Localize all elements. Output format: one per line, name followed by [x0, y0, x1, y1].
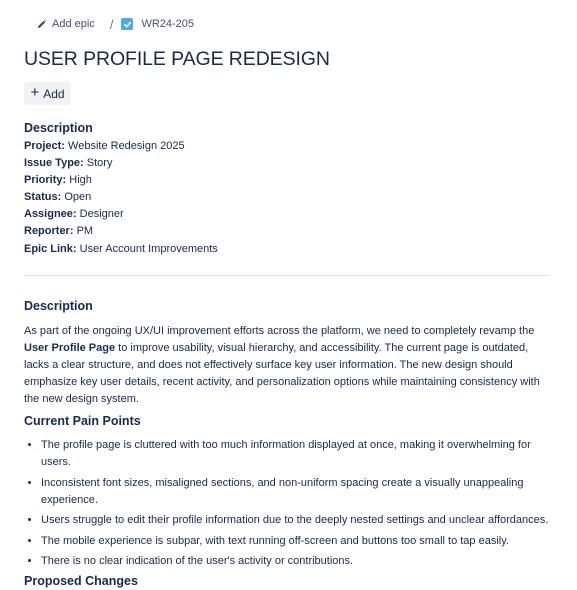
- breadcrumb: [36, 15, 194, 33]
- field-label: Status:: [24, 191, 62, 203]
- field-value: Website Redesign 2025: [68, 140, 185, 152]
- list-item: • Inconsistent font sizes, misaligned sections, and non-uniform spacing create a visually unappealing experience.: [41, 475, 551, 509]
- description-heading: Description: [24, 299, 93, 313]
- add-button[interactable]: [24, 82, 71, 105]
- pencil-icon: [36, 19, 47, 30]
- description-text-start: As part of the ongoing UX/UI improvement efforts across the platform, we need to completely revamp the: [24, 325, 535, 337]
- field-value: High: [69, 174, 92, 186]
- field-label: Priority:: [24, 174, 67, 186]
- pain-points-list: [24, 437, 551, 574]
- add-epic-label: Add epic: [52, 18, 95, 30]
- field-epic-link: [24, 243, 218, 255]
- field-value: Open: [64, 191, 92, 203]
- field-value: Story: [86, 157, 113, 169]
- checkbox-story-icon: [121, 18, 133, 30]
- plus-icon: +: [30, 84, 40, 101]
- description-bold-text: User Profile Page: [24, 342, 116, 354]
- proposed-changes-heading: Proposed Changes: [24, 574, 138, 588]
- breadcrumb-separator: /: [109, 16, 114, 32]
- issue-title[interactable]: USER PROFILE PAGE REDESIGN: [24, 48, 330, 70]
- field-label: Project:: [24, 140, 65, 152]
- description-text-end: to improve usability, visual hierarchy, and accessibility. The current page is outdated, lacks a clear structure, and does not effectively surface key user information. The new design should emphasize key user details, recent activity, and personalization options while maintaining consistency with the new design system.: [24, 342, 540, 405]
- field-status: [24, 191, 91, 203]
- field-project: [24, 140, 185, 152]
- add-button-label: Add: [43, 86, 65, 101]
- field-value: Designer: [79, 208, 124, 220]
- issue-key-link[interactable]: [121, 18, 194, 30]
- field-value: User Account Improvements: [79, 243, 218, 255]
- field-label: Assignee:: [24, 208, 77, 220]
- list-item: • Users struggle to edit their profile information due to the deeply nested settings and unclear affordances.: [41, 512, 551, 529]
- field-label: Issue Type:: [24, 157, 84, 169]
- field-reporter: [24, 225, 93, 237]
- section-divider: [24, 275, 548, 276]
- field-issue-type: [24, 157, 112, 169]
- field-assignee: [24, 208, 124, 220]
- list-item: • There is no clear indication of the user's activity or contributions.: [41, 553, 551, 570]
- list-item: • The mobile experience is subpar, with text running off-screen and buttons too small to tap easily.: [41, 533, 551, 550]
- list-item: • The profile page is cluttered with too much information displayed at once, making it overwhelming for users.: [41, 437, 551, 471]
- field-label: Epic Link:: [24, 243, 77, 255]
- field-value: PM: [76, 225, 94, 237]
- details-heading: Description: [24, 121, 93, 135]
- field-label: Reporter:: [24, 225, 74, 237]
- description-body[interactable]: [24, 323, 544, 408]
- issue-key-label: WR24-205: [141, 18, 195, 30]
- field-priority: [24, 174, 92, 186]
- add-epic-link[interactable]: [36, 18, 95, 30]
- pain-points-heading: Current Pain Points: [24, 414, 141, 428]
